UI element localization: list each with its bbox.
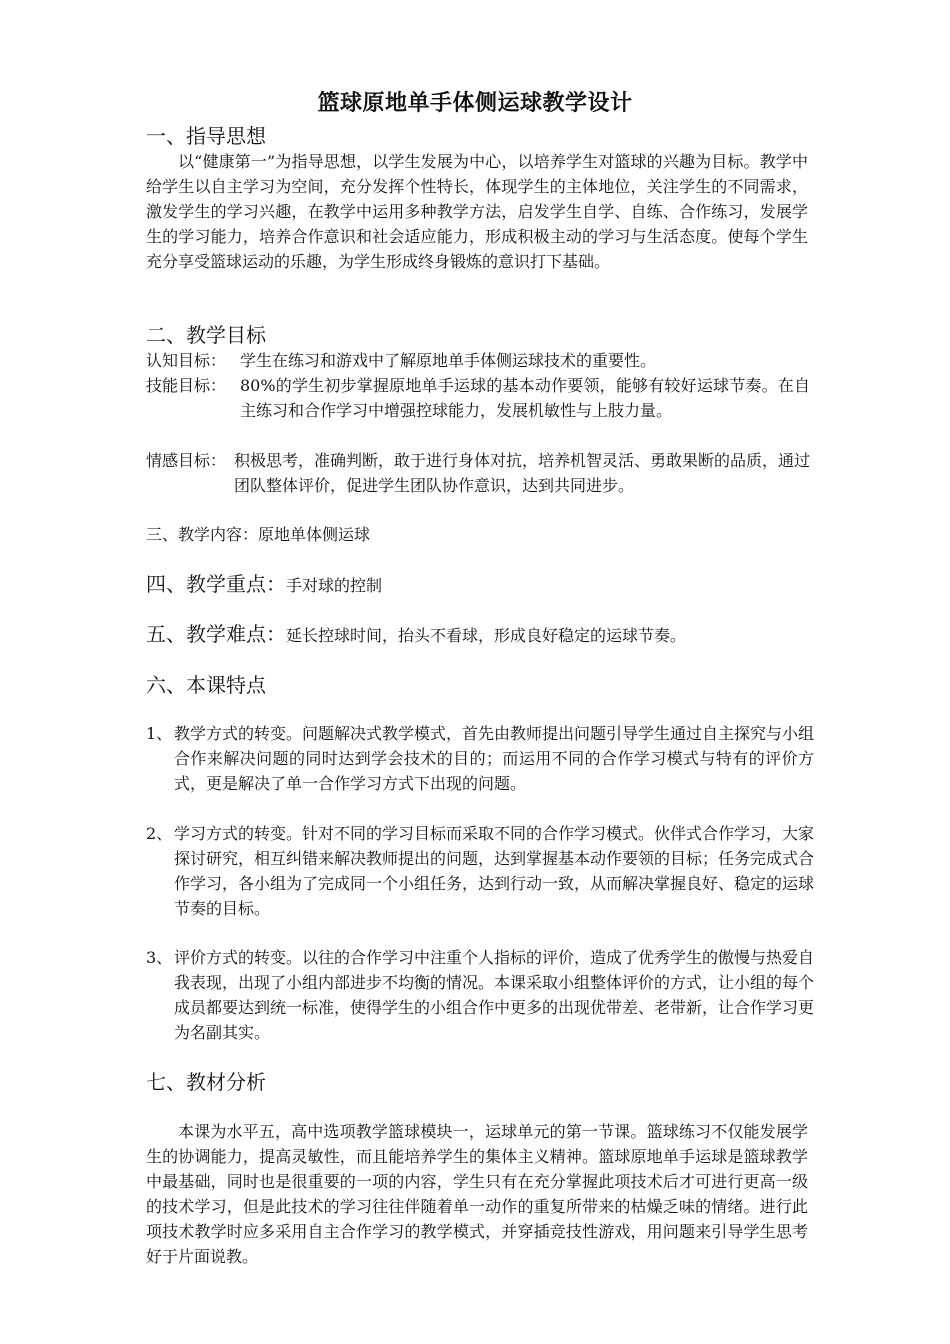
goal-text: 学生在练习和游戏中了解原地单手体侧运球技术的重要性。 [240, 351, 657, 370]
goal-label: 情感目标： [146, 451, 227, 470]
section-heading-material-analysis: 七、教材分析 [146, 1070, 266, 1094]
section-body-guiding-ideology: 以“健康第一”为指导思想，以学生发展为中心，以培养学生对篮球的兴趣为目标。教学中给学生以自主学习为空间，充分发挥个性特长，体现学生的主体地位，关注学生的不同需求，激发学生的学习兴趣，在教学中运用多种教学方法，启发学生自学、自练、合作练习，发展学生的学习能力，培养合作意识和社会适应能力，形成积极主动的学习与生活态度。使每个学生充分享受篮球运动的乐趣，为学生形成终身锻炼的意识打下基础。 [146, 152, 808, 271]
section-teaching-content [146, 523, 370, 547]
list-item-text: 评价方式的转变。以往的合作学习中注重个人指标的评价，造成了优秀学生的傲慢与热爱自我表现，出现了小组内部进步不均衡的情况。本课采取小组整体评价的方式，让小组的每个成员都要达到统一标准，使得学生的小组合作中更多的出现优带差、老带新，让合作学习更为名副其实。 [174, 948, 815, 1042]
section-text-difficulty: 延长控球时间，抬头不看球，形成良好稳定的运球节奏。 [286, 626, 687, 645]
section-heading-teaching-goals: 二、教学目标 [146, 323, 266, 347]
section-heading-teaching-content: 三、教学内容： [146, 525, 259, 544]
section-difficulty [146, 622, 686, 648]
list-item-number: 1、 [146, 724, 173, 743]
document-title: 篮球原地单手体侧运球教学设计 [317, 90, 633, 116]
section-text-key-point: 手对球的控制 [286, 576, 383, 595]
goal-text: 80%的学生初步掌握原地单手运球的基本动作要领，能够有较好运球节奏。在自主练习和合作学习中增强控球能力，发展机敏性与上肢力量。 [240, 376, 810, 420]
list-item [146, 945, 814, 1045]
section-heading-key-point: 四、教学重点： [146, 572, 286, 596]
section-heading-features: 六、本课特点 [146, 673, 266, 697]
list-item-text: 学习方式的转变。针对不同的学习目标而采取不同的合作学习模式。伙伴式合作学习，大家探讨研究，相互纠错来解决教师提出的问题，达到掌握基本动作要领的目标；任务完成式合作学习，各小组为了完成同一个小组任务，达到行动一致，从而解决掌握良好、稳定的运球节奏的目标。 [174, 824, 815, 918]
section-key-point [146, 572, 382, 598]
section-body-material-analysis: 本课为水平五，高中选项教学篮球模块一，运球单元的第一节课。篮球练习不仅能发展学生的协调能力，提高灵敏性，而且能培养学生的集体主义精神。篮球原地单手运球是篮球教学中最基础，同时也是很重要的一项的内容，学生只有在充分掌握此项技术后才可进行更高一级的技术学习，但是此技术的学习往往伴随着单一动作的重复所带来的枯燥乏味的情绪。进行此项技术教学时应多采用自主合作学习的教学模式，并穿插竞技性游戏，用问题来引导学生思考好于片面说教。 [146, 1122, 808, 1266]
list-item-number: 2、 [146, 824, 173, 843]
list-item-text: 教学方式的转变。问题解决式教学模式，首先由教师提出问题引导学生通过自主探究与小组合作来解决问题的同时达到学会技术的目的；而运用不同的合作学习模式与特有的评价方式，更是解决了单一合作学习方式下出现的问题。 [174, 724, 815, 793]
section-text-teaching-content: 原地单体侧运球 [258, 525, 371, 544]
section-heading-difficulty: 五、教学难点： [146, 622, 286, 646]
section-heading-guiding-ideology: 一、指导思想 [146, 124, 266, 148]
list-item-number: 3、 [146, 948, 173, 967]
list-item [146, 721, 814, 796]
goal-label: 认知目标： [146, 351, 227, 370]
goal-text: 积极思考，准确判断，敢于进行身体对抗，培养机智灵活、勇敢果断的品质，通过团队整体评价，促进学生团队协作意识，达到共同进步。 [234, 451, 811, 495]
goal-label: 技能目标： [146, 376, 227, 395]
list-item [146, 821, 814, 921]
